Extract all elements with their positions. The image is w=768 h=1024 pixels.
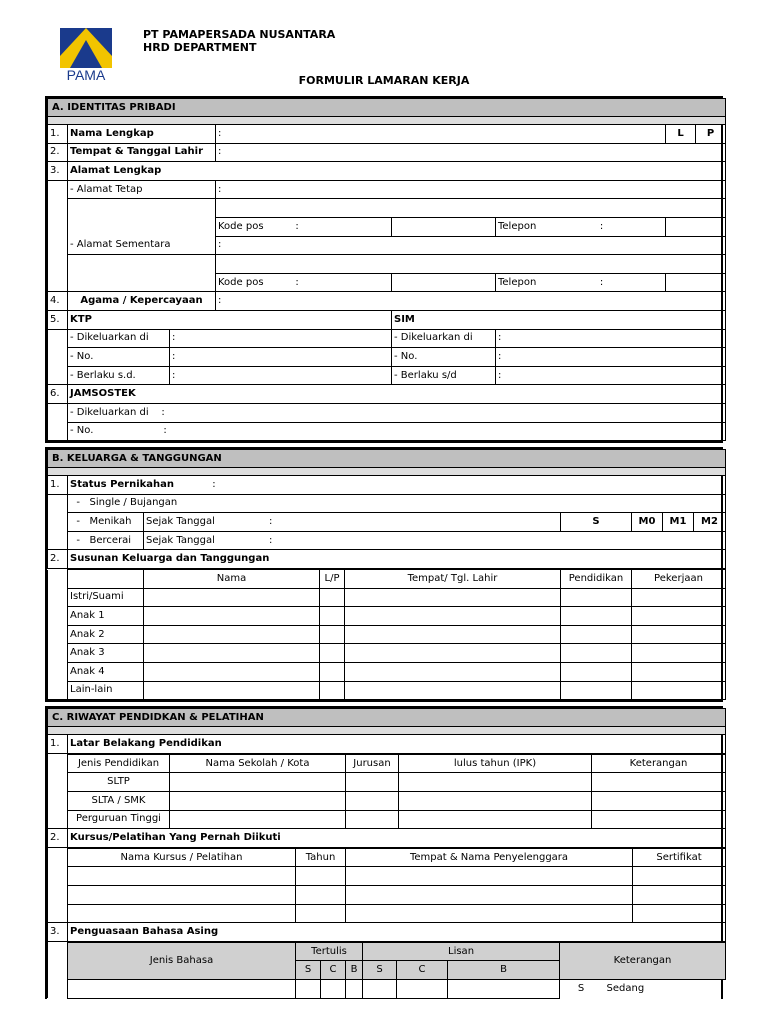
row-number: 1. [48, 125, 68, 144]
section-a-title: A. IDENTITAS PRIBADI [48, 99, 726, 117]
bahasa-cell[interactable] [321, 979, 346, 998]
col-ttl: Tempat/ Tgl. Lahir [345, 570, 561, 589]
bahasa-label: Penguasaan Bahasa Asing [68, 923, 726, 942]
member-cell[interactable] [561, 644, 632, 663]
row-number: 2. [48, 550, 68, 569]
member-cell[interactable] [632, 663, 726, 682]
member-cell[interactable] [632, 681, 726, 700]
sub-lisan-b: B [448, 961, 560, 980]
kursus-cell[interactable] [633, 885, 726, 904]
member-cell[interactable] [632, 588, 726, 607]
edu-cell[interactable] [592, 792, 726, 811]
member-label: Istri/Suami [68, 588, 144, 607]
ktp-no-field[interactable]: : [170, 348, 392, 367]
alamat-label: Alamat Lengkap [68, 162, 726, 181]
agama-label: Agama / Kepercayaan [68, 292, 216, 311]
table-row [48, 885, 726, 904]
member-cell[interactable] [345, 607, 561, 626]
col-keterangan: Keterangan [592, 754, 726, 773]
application-form [45, 96, 723, 1003]
member-cell[interactable] [144, 644, 320, 663]
edu-cell[interactable] [170, 810, 346, 829]
telepon-label[interactable]: Telepon : [496, 217, 666, 236]
latar-label: Latar Belakang Pendidikan [68, 735, 726, 754]
edu-level: SLTA / SMK [68, 792, 170, 811]
col-nama-kursus: Nama Kursus / Pelatihan [68, 848, 296, 867]
member-cell[interactable] [345, 625, 561, 644]
row-number: 5. [48, 310, 68, 329]
section-pendidikan [45, 706, 723, 998]
member-cell[interactable] [320, 607, 345, 626]
code-s[interactable]: S [561, 513, 632, 532]
row-number: 1. [48, 735, 68, 754]
member-cell[interactable] [320, 625, 345, 644]
member-cell[interactable] [561, 681, 632, 700]
option-single[interactable]: - Single / Bujangan [68, 494, 726, 513]
alamat-tetap-label: - Alamat Tetap [68, 180, 216, 199]
kursus-cell[interactable] [68, 885, 296, 904]
edu-cell[interactable] [346, 810, 399, 829]
col-lulus: lulus tahun (IPK) [399, 754, 592, 773]
table-row [48, 644, 726, 663]
ktp-dikeluarkan-field[interactable]: : [170, 329, 392, 348]
edu-cell[interactable] [170, 792, 346, 811]
company-block [143, 28, 335, 54]
alamat-sementara-field-2[interactable] [216, 255, 726, 274]
bahasa-cell[interactable] [397, 979, 448, 998]
col-pekerjaan: Pekerjaan [632, 570, 726, 589]
col-lp: L/P [320, 570, 345, 589]
table-row [48, 681, 726, 700]
kursus-label: Kursus/Pelatihan Yang Pernah Diikuti [68, 829, 726, 848]
sim-label: SIM [392, 310, 726, 329]
member-cell[interactable] [144, 681, 320, 700]
member-label: Lain-lain [68, 681, 144, 700]
member-cell[interactable] [561, 625, 632, 644]
member-cell[interactable] [144, 607, 320, 626]
ttl-label: Tempat & Tanggal Lahir [68, 143, 216, 162]
member-cell[interactable] [632, 644, 726, 663]
member-label: Anak 4 [68, 663, 144, 682]
jamsostek-dikeluarkan-field[interactable]: - Dikeluarkan di : [68, 403, 726, 422]
edu-cell[interactable] [399, 792, 592, 811]
row-number: 3. [48, 162, 68, 181]
form-title: FORMULIR LAMARAN KERJA [298, 74, 470, 87]
col-sertifikat: Sertifikat [633, 848, 726, 867]
sub-lisan-s: S [363, 961, 397, 980]
member-cell[interactable] [561, 663, 632, 682]
member-cell[interactable] [345, 588, 561, 607]
jamsostek-label: JAMSOSTEK [68, 385, 726, 404]
edu-level: SLTP [68, 773, 170, 792]
jamsostek-no-field[interactable]: - No. : [68, 422, 726, 441]
member-cell[interactable] [320, 588, 345, 607]
kursus-cell[interactable] [296, 867, 346, 886]
kursus-cell[interactable] [296, 885, 346, 904]
member-cell[interactable] [345, 663, 561, 682]
telepon-label-2[interactable]: Telepon : [496, 273, 666, 292]
member-cell[interactable] [345, 681, 561, 700]
col-nama-sekolah: Nama Sekolah / Kota [170, 754, 346, 773]
bahasa-cell[interactable] [448, 979, 560, 998]
table-row [48, 810, 726, 829]
table-row [48, 625, 726, 644]
department-name: HRD DEPARTMENT [143, 41, 257, 54]
edu-cell[interactable] [399, 810, 592, 829]
col-jurusan: Jurusan [346, 754, 399, 773]
gender-l-option[interactable]: L [666, 125, 696, 144]
member-cell[interactable] [144, 588, 320, 607]
sub-tertulis-s: S [296, 961, 321, 980]
col-tempat: Tempat & Nama Penyelenggara [346, 848, 633, 867]
table-row [48, 773, 726, 792]
agama-field[interactable]: : [216, 292, 726, 311]
row-number: 1. [48, 476, 68, 495]
nama-label: Nama Lengkap [68, 125, 216, 144]
edu-cell[interactable] [592, 810, 726, 829]
section-keluarga [45, 447, 723, 702]
row-number: 6. [48, 385, 68, 404]
option-menikah[interactable]: - Menikah [68, 513, 144, 532]
ktp-berlaku-field[interactable]: : [170, 366, 392, 385]
member-cell[interactable] [144, 663, 320, 682]
kursus-cell[interactable] [296, 904, 346, 923]
col-nama: Nama [144, 570, 320, 589]
ktp-dikeluarkan-label: - Dikeluarkan di [68, 329, 170, 348]
kode-pos-label-2[interactable]: Kode pos : [216, 273, 392, 292]
bahasa-cell[interactable] [346, 979, 363, 998]
form-header [0, 0, 768, 92]
edu-cell[interactable] [592, 773, 726, 792]
legend-sedang: S Sedang [577, 982, 645, 994]
code-m1[interactable]: M1 [663, 513, 694, 532]
table-row [48, 588, 726, 607]
col-lisan: Lisan [363, 942, 560, 961]
member-cell[interactable] [632, 607, 726, 626]
table-row [48, 979, 726, 998]
sub-tertulis-b: B [346, 961, 363, 980]
susunan-label: Susunan Keluarga dan Tanggungan [68, 550, 726, 569]
code-m2[interactable]: M2 [694, 513, 726, 532]
row-number: 2. [48, 143, 68, 162]
sim-no-field[interactable]: : [496, 348, 726, 367]
section-c-title: C. RIWAYAT PENDIDKAN & PELATIHAN [48, 709, 726, 727]
table-row [48, 867, 726, 886]
section-b-title: B. KELUARGA & TANGGUNGAN [48, 450, 726, 468]
row-number: 3. [48, 923, 68, 942]
col-tahun: Tahun [296, 848, 346, 867]
sim-dikeluarkan-label: - Dikeluarkan di [392, 329, 496, 348]
table-row [48, 792, 726, 811]
section-identitas [45, 96, 723, 443]
edu-cell[interactable] [399, 773, 592, 792]
member-label: Anak 3 [68, 644, 144, 663]
member-label: Anak 1 [68, 607, 144, 626]
alamat-sementara-label: - Alamat Sementara [68, 236, 216, 255]
kursus-cell[interactable] [68, 867, 296, 886]
edu-cell[interactable] [346, 773, 399, 792]
alamat-tetap-field-2[interactable] [216, 199, 726, 218]
sim-dikeluarkan-field[interactable]: : [496, 329, 726, 348]
ttl-field[interactable]: : [216, 143, 726, 162]
member-cell[interactable] [561, 588, 632, 607]
bercerai-sejak[interactable]: Sejak Tanggal : [144, 531, 726, 550]
sim-no-label: - No. [392, 348, 496, 367]
member-cell[interactable] [144, 625, 320, 644]
sub-tertulis-c: C [321, 961, 346, 980]
member-label: Anak 2 [68, 625, 144, 644]
member-cell[interactable] [320, 681, 345, 700]
company-name: PT PAMAPERSADA NUSANTARA [143, 28, 336, 41]
kursus-cell[interactable] [633, 867, 726, 886]
bahasa-cell[interactable] [363, 979, 397, 998]
kursus-cell[interactable] [346, 904, 633, 923]
gender-p-option[interactable]: P [696, 125, 726, 144]
row-number: 2. [48, 829, 68, 848]
member-cell[interactable] [345, 644, 561, 663]
kursus-cell[interactable] [633, 904, 726, 923]
bahasa-cell[interactable] [296, 979, 321, 998]
ktp-no-label: - No. [68, 348, 170, 367]
kursus-cell[interactable] [346, 867, 633, 886]
col-jenis-pendidikan: Jenis Pendidikan [68, 754, 170, 773]
kursus-cell[interactable] [68, 904, 296, 923]
sim-berlaku-label: - Berlaku s/d [392, 366, 496, 385]
ktp-label: KTP [68, 310, 392, 329]
alamat-tetap-field[interactable]: : [216, 180, 726, 199]
table-row [48, 663, 726, 682]
col-tertulis: Tertulis [296, 942, 363, 961]
ktp-berlaku-label: - Berlaku s.d. [68, 366, 170, 385]
table-row [48, 607, 726, 626]
member-cell[interactable] [561, 607, 632, 626]
member-cell[interactable] [320, 663, 345, 682]
edu-level: Perguruan Tinggi [68, 810, 170, 829]
bahasa-cell[interactable] [68, 979, 296, 998]
edu-cell[interactable] [170, 773, 346, 792]
kursus-cell[interactable] [346, 885, 633, 904]
nama-field[interactable]: : [216, 125, 666, 144]
sim-berlaku-field[interactable]: : [496, 366, 726, 385]
logo-text: PAMA [66, 67, 106, 82]
edu-cell[interactable] [346, 792, 399, 811]
menikah-sejak[interactable]: Sejak Tanggal : [144, 513, 561, 532]
sub-lisan-c: C [397, 961, 448, 980]
table-row [48, 904, 726, 923]
alamat-sementara-field[interactable]: : [216, 236, 726, 255]
option-bercerai[interactable]: - Bercerai [68, 531, 144, 550]
kode-pos-label[interactable]: Kode pos : [216, 217, 392, 236]
status-pernikahan-row[interactable]: Status Pernikahan : [68, 476, 726, 495]
member-cell[interactable] [632, 625, 726, 644]
member-cell[interactable] [320, 644, 345, 663]
code-m0[interactable]: M0 [632, 513, 663, 532]
col-pendidikan: Pendidikan [561, 570, 632, 589]
col-bahasa-keterangan: Keterangan [560, 942, 726, 979]
col-jenis-bahasa: Jenis Bahasa [68, 942, 296, 979]
row-number: 4. [48, 292, 68, 311]
